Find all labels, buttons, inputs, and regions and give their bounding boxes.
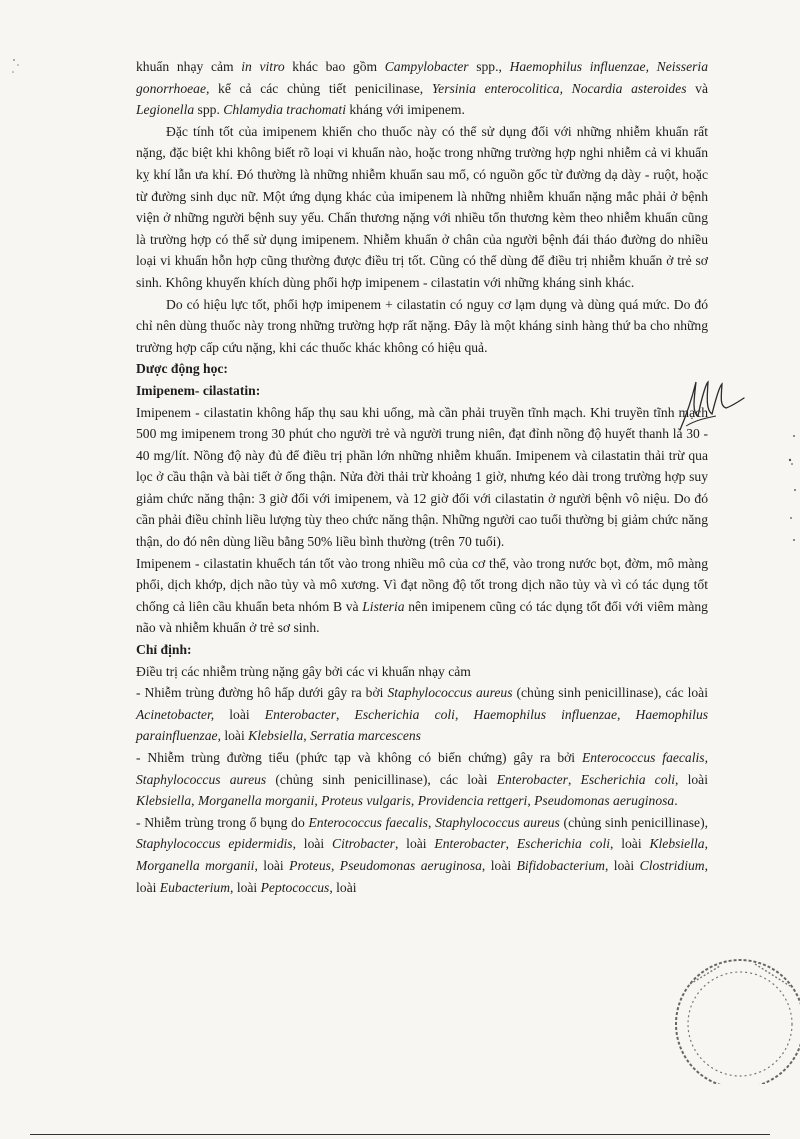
heading-imipenem-cilastatin: Imipenem- cilastatin: [136, 382, 261, 398]
italic-term: Listeria [362, 598, 405, 614]
italic-term: Haemophilus parainfluenzae [136, 706, 709, 744]
italic-term: Escherichia coli [354, 706, 455, 722]
italic-term: Serratia marcescens [310, 728, 421, 744]
list-item: - Nhiễm trùng trong ổ bụng do Enterococcus faecalis, Staphylococcus aureus (chủng sinh penicillinase), Staphylococcus epidermidis, loài Citrobacter, loài Enterobacter, Escherichia coli, loài Klebsiella, Morganella morganii, loài Proteus, Pseudomonas aeruginosa, loài Bifidobacterium, loài Clostridium, loài Eubacterium, loài Peptococcus, loài [136, 814, 708, 895]
italic-term: Klebsiella [248, 728, 304, 744]
italic-term: Enterobacter [434, 836, 506, 852]
italic-term: Peptococcus [260, 879, 330, 895]
italic-term: Providencia rettgeri [417, 793, 528, 809]
italic-term: Campylobacter [384, 59, 469, 74]
italic-term: Escherichia coli [580, 771, 676, 787]
list-item: - Nhiễm trùng đường hô hấp dưới gây ra bởi Staphylococcus aureus (chủng sinh penicillinase), các loài Acinetobacter, loài Enterobacter, Escherichia coli, Haemophilus influenzae, Haemophilus parainfluenzae, loài Klebsiella, Serratia marcescens [136, 685, 709, 744]
handwritten-signature [676, 376, 748, 434]
document-body [136, 56, 708, 898]
italic-term: Staphylococcus epidermidis [136, 836, 293, 852]
italic-term: Eubacterium [159, 879, 231, 895]
heading-pharmacokinetics: Dược động học: [136, 361, 228, 377]
italic-term: Pseudomonas aeruginosa [339, 857, 482, 873]
paragraph-4: Imipenem - cilastatin không hấp thụ sau khi uống, mà cần phải truyền tĩnh mạch. Khi truyền tĩnh mạch 500 mg imipenem trong 30 phút cho người trẻ và người trung niên, đạt đỉnh nồng độ huyết thanh là 30 - 40 mg/lít. Nồng độ này đủ để điều trị phần lớn những nhiễm khuẩn. Imipenem và cilastatin thải trừ qua lọc ở cầu thận và bài tiết ở ống thận. Nửa đời thải trừ khoảng 1 giờ, nhưng kéo dài trong trường hợp suy giảm chức năng thận: 3 giờ đối với imipenem, và 12 giờ đối với cilastatin ở người bệnh vô niệu. Do đó cần phải điều chỉnh liều lượng tùy theo chức năng thận. Những người cao tuổi thường bị giảm chức năng thận, do đó nên dùng liều bằng 50% liều bình thường (trên 70 tuổi). [136, 404, 708, 550]
paragraph-5: Imipenem - cilastatin khuếch tán tốt vào trong nhiều mô của cơ thể, vào trong nước bọt, đờm, mô màng phổi, dịch khớp, dịch não tủy và mô xương. Vì đạt nồng độ tốt trong dịch não tủy và vì có tác dụng tốt chống cả liên cầu khuẩn beta nhóm B và Listeria nên imipenem cũng có tác dụng tốt đối với viêm màng não và nhiễm khuẩn ở trẻ sơ sinh. [136, 555, 708, 636]
list-item: - Nhiễm trùng đường tiểu (phức tạp và không có biến chứng) gây ra bởi Enterococcus faecalis, Staphylococcus aureus (chủng sinh penicillinase), các loài Enterobacter, Escherichia coli, loài Klebsiella, Morganella morganii, Proteus vulgaris, Providencia rettgeri, Pseudomonas aeruginosa. [136, 750, 708, 809]
italic-term: Staphylococcus aureus [136, 771, 267, 787]
left-margin-marks [10, 50, 24, 80]
italic-term: in vitro [241, 59, 285, 74]
italic-term: Morganella morganii [136, 857, 255, 873]
italic-term: Enterococcus faecalis [308, 814, 428, 830]
italic-term: Clostridium [639, 857, 705, 873]
paragraph-6: Điều trị các nhiễm trùng nặng gây bởi các vi khuẩn nhạy cảm [136, 663, 471, 679]
paragraph-1: khuẩn nhạy cảm in vitro khác bao gồm Campylobacter spp., Haemophilus influenzae, Neisseria gonorrhoeae, kể cả các chủng tiết penicilinase, Yersinia enterocolitica, Nocardia asteroides và Legionella spp. Chlamydia trachomati kháng với imipenem. [136, 59, 708, 118]
paragraph-2: Đặc tính tốt của imipenem khiến cho thuốc này có thể sử dụng đối với những nhiễm khuẩn rất nặng, đặc biệt khi không biết rõ loại vi khuẩn nào, hoặc trong những trường hợp nghi nhiễm cả vi khuẩn kỵ khí lẫn ưa khí. Đó thường là những nhiễm khuẩn sau mổ, có nguồn gốc từ đường dạ dày - ruột, hoặc từ đường sinh dục nữ. Một ứng dụng khác của imipenem là những nhiễm khuẩn nặng mắc phải ở bệnh viện ở những người bệnh suy yếu. Chấn thương nặng với nhiều tổn thương kèm theo nhiễm khuẩn cũng là trường hợp có thể sử dụng imipenem. Nhiễm khuẩn ở chân của người bệnh đái tháo đường do nhiều loại vi khuẩn hỗn hợp cũng thường được điều trị tốt. Cũng có thể dùng để điều trị nhiễm khuẩn ở trẻ sơ sinh. Không khuyến khích dùng phối hợp imipenem - cilastatin với những kháng sinh khác. [136, 123, 708, 290]
italic-term: Citrobacter [332, 836, 395, 852]
italic-term: Klebsiella [136, 793, 192, 809]
italic-term: Pseudomonas aeruginosa [534, 793, 675, 809]
italic-term: Proteus [289, 857, 331, 873]
paragraph-3: Do có hiệu lực tốt, phối hợp imipenem + cilastatin có nguy cơ lạm dụng và dùng quá mức. Do đó chỉ nên dùng thuốc này trong những trường hợp rất nặng. Đây là một kháng sinh hàng thứ ba cho những trường hợp cấp cứu nặng, khi các thuốc khác không có hiệu quả. [136, 296, 708, 355]
indication-list [136, 682, 708, 898]
italic-term: Enterobacter [496, 771, 568, 787]
italic-term: Legionella [136, 102, 195, 118]
stamp-seal [660, 944, 800, 1084]
italic-term: Haemophilus influenzae [473, 706, 617, 722]
page-bottom-rule [30, 1134, 770, 1135]
right-margin-marks [780, 430, 798, 550]
italic-term: Escherichia coli [516, 836, 610, 852]
italic-term: Chlamydia trachomati [223, 102, 346, 118]
italic-term: Staphylococcus aureus [387, 685, 513, 701]
italic-term: Enterococcus faecalis [581, 750, 705, 765]
italic-term: Morganella morganii [197, 793, 315, 809]
italic-term: Proteus vulgaris [321, 793, 411, 809]
heading-indications: Chỉ định: [136, 642, 192, 658]
italic-term: Klebsiella [649, 836, 705, 852]
italic-term: Haemophilus influenzae, Neisseria gonorrhoeae, [136, 59, 708, 96]
italic-term: Acinetobacter, [136, 706, 215, 722]
italic-term: Enterobacter [264, 706, 336, 722]
italic-term: Bifidobacterium [516, 857, 605, 873]
italic-term: Staphylococcus aureus [435, 814, 560, 830]
italic-term: Yersinia enterocolitica, Nocardia asteroides [431, 80, 687, 96]
